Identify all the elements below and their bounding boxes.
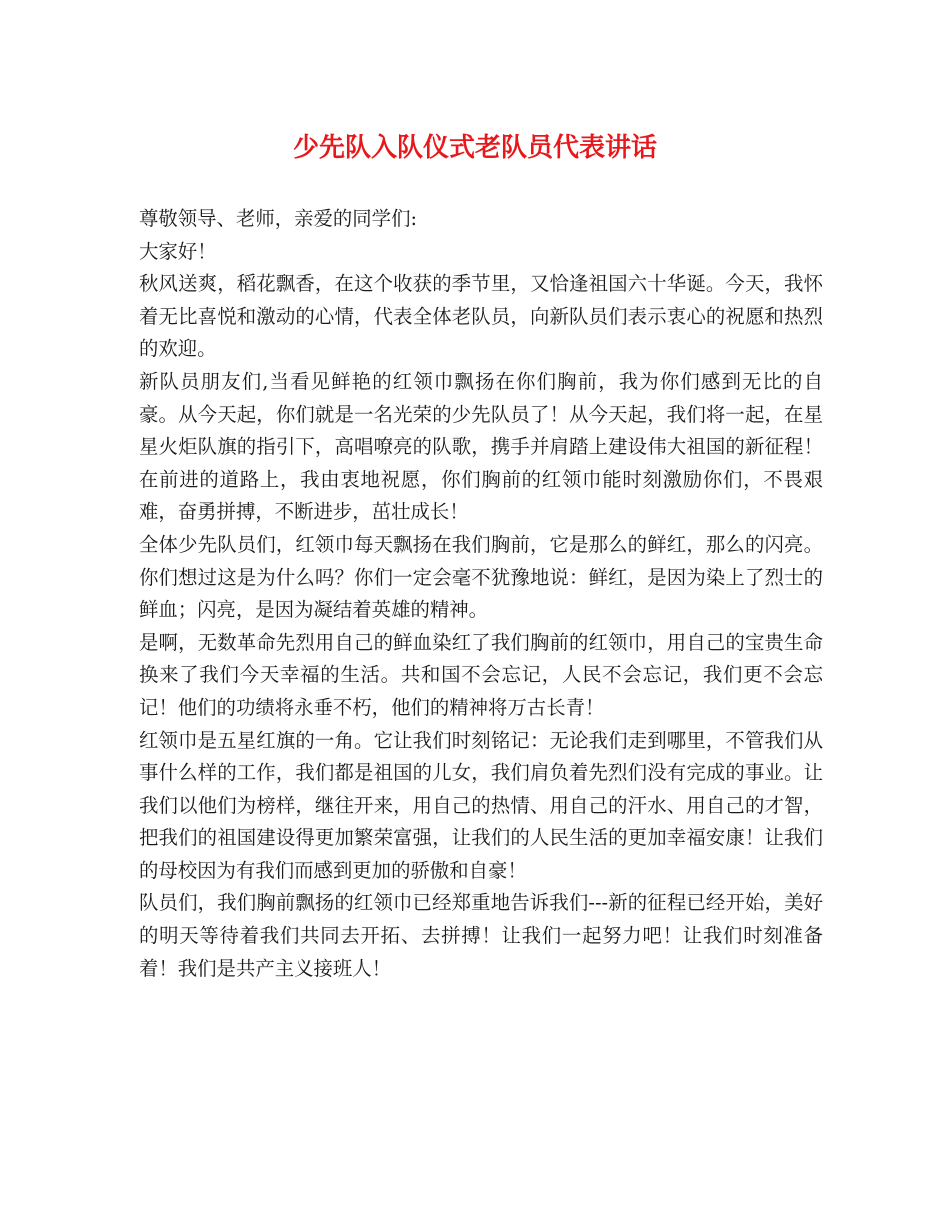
paragraph: 是啊，无数革命先烈用自己的鲜血染红了我们胸前的红领巾，用自己的宝贵生命换来了我们今天幸福的生活。共和国不会忘记，人民不会忘记，我们更不会忘记！他们的功绩将永垂不朽，他们的精神将万古长青！ (139, 630, 823, 719)
paragraph: 秋风送爽，稻花飘香，在这个收获的季节里，又恰逢祖国六十华诞。今天，我怀着无比喜悦和激动的心情，代表全体老队员，向新队员们表示衷心的祝愿和热烈的欢迎。 (139, 272, 823, 361)
document-body (139, 203, 823, 985)
paragraph: 红领巾是五星红旗的一角。它让我们时刻铭记：无论我们走到哪里，不管我们从事什么样的工作，我们都是祖国的儿女，我们肩负着先烈们没有完成的事业。让我们以他们为榜样，继往开来，用自己的热情、用自己的汗水、用自己的才智，把我们的祖国建设得更加繁荣富强，让我们的人民生活的更加幸福安康！让我们的母校因为有我们而感到更加的骄傲和自豪！ (139, 728, 823, 882)
paragraph-salutation: 尊敬领导、老师，亲爱的同学们: (139, 207, 418, 230)
document-title: 少先队入队仪式老队员代表讲话 (292, 133, 657, 163)
paragraph-closing: 队员们，我们胸前飘扬的红领巾已经郑重地告诉我们---新的征程已经开始，美好的明天等待着我们共同去开拓、去拼搏！让我们一起努力吧！让我们时刻准备着！我们是共产主义接班人！ (139, 891, 823, 980)
paragraph-greeting: 大家好！ (139, 239, 217, 263)
paragraph: 全体少先队员们，红领巾每天飘扬在我们胸前，它是那么的鲜红，那么的闪亮。你们想过这是为什么吗？你们一定会毫不犹豫地说：鲜红，是因为染上了烈士的鲜血；闪亮，是因为凝结着英雄的精神。 (139, 532, 823, 622)
paragraph: 新队员朋友们,当看见鲜艳的红领巾飘扬在你们胸前，我为你们感到无比的自豪。从今天起，你们就是一名光荣的少先队员了！从今天起，我们将一起，在星星火炬队旗的指引下，高唱嘹亮的队歌，携手并肩踏上建设伟大祖国的新征程！在前进的道路上，我由衷地祝愿，你们胸前的红领巾能时刻激励你们，不畏艰难，奋勇拼搏，不断进步，茁壮成长！ (139, 369, 823, 524)
